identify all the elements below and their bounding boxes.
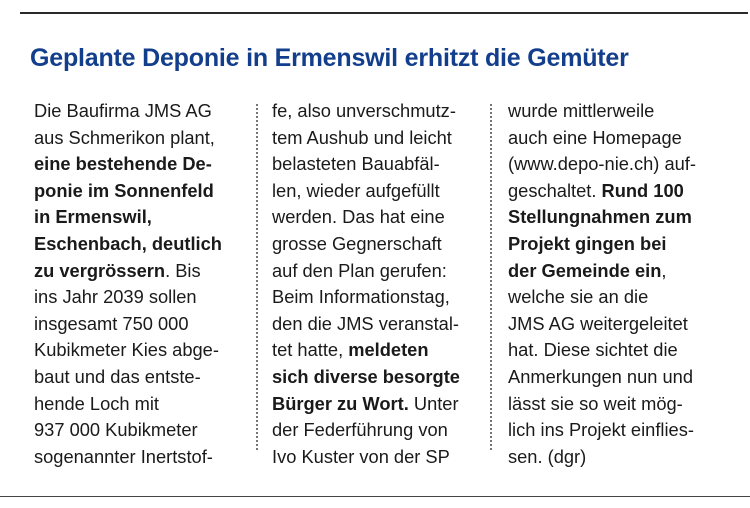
text-line: [272, 444, 460, 471]
text-segment: hende Loch mit: [34, 392, 160, 414]
text-line: [34, 178, 222, 205]
text-line: [34, 417, 222, 444]
text-line: [272, 231, 460, 258]
text-segment: geschaltet.: [508, 179, 602, 201]
bold-text: der Gemeinde ein: [508, 259, 662, 281]
text-segment: 937 000 Kubikmeter: [34, 419, 198, 441]
text-line: [272, 337, 460, 364]
text-column-2: [272, 98, 460, 470]
text-segment: auf den Plan gerufen:: [272, 259, 447, 281]
text-line: [34, 151, 222, 178]
bold-text: Bürger zu Wort.: [272, 392, 409, 414]
bold-text: Rund 100: [601, 179, 684, 201]
bold-text: in Ermenswil,: [34, 206, 152, 228]
headline: Geplante Deponie in Ermenswil erhitzt die Gemüter: [30, 44, 629, 72]
text-segment: (www.depo-nie.ch) auf-: [508, 153, 696, 175]
text-line: [508, 417, 696, 444]
text-segment: fe, also unverschmutz-: [272, 100, 456, 121]
text-line: [34, 311, 222, 338]
text-line: [272, 311, 460, 338]
text-line: [508, 151, 696, 178]
text-line: [508, 204, 696, 231]
text-segment: Anmerkungen nun und: [508, 365, 693, 387]
text-line: [34, 258, 222, 285]
text-segment: ,: [661, 259, 667, 281]
bottom-rule: [0, 496, 750, 497]
column-separator-2: [490, 104, 492, 450]
text-line: [34, 337, 222, 364]
text-line: [34, 284, 222, 311]
text-line: [508, 337, 696, 364]
bold-text: meldeten: [348, 339, 429, 361]
text-column-1: [34, 98, 222, 470]
text-segment: sen. (dgr): [508, 445, 587, 467]
text-line: [34, 444, 222, 471]
text-segment: insgesamt 750 000: [34, 312, 189, 334]
text-line: [272, 417, 460, 444]
text-segment: lässt sie so weit mög-: [508, 392, 683, 414]
bold-text: Projekt gingen bei: [508, 232, 667, 254]
bold-text: Eschenbach, deutlich: [34, 232, 222, 254]
text-line: [34, 391, 222, 418]
text-segment: Beim Informationstag,: [272, 286, 450, 308]
top-rule: [20, 12, 748, 14]
text-line: [272, 178, 460, 205]
text-line: [34, 231, 222, 258]
text-line: [34, 98, 222, 125]
text-line: [272, 204, 460, 231]
text-segment: Kubikmeter Kies abge-: [34, 339, 219, 361]
text-line: [508, 444, 696, 471]
text-line: [508, 231, 696, 258]
text-line: [508, 311, 696, 338]
text-segment: Ivo Kuster von der SP: [272, 445, 450, 467]
text-segment: baut und das entste-: [34, 365, 201, 387]
text-line: [508, 284, 696, 311]
text-segment: welche sie an die: [508, 286, 649, 308]
text-line: [272, 98, 460, 125]
text-line: [508, 125, 696, 152]
text-line: [508, 178, 696, 205]
text-line: [508, 98, 696, 125]
column-separator-1: [256, 104, 258, 450]
text-segment: Unter: [408, 392, 459, 414]
text-segment: hat. Diese sichtet die: [508, 339, 678, 361]
text-segment: grosse Gegnerschaft: [272, 232, 442, 254]
text-segment: aus Schmerikon plant,: [34, 126, 215, 148]
text-segment: . Bis: [165, 259, 201, 281]
text-line: [272, 125, 460, 152]
text-segment: ins Jahr 2039 sollen: [34, 286, 197, 308]
text-segment: den die JMS veranstal-: [272, 312, 459, 334]
bold-text: ponie im Sonnenfeld: [34, 179, 214, 201]
text-segment: Die Baufirma JMS AG: [34, 100, 212, 121]
text-segment: wurde mittlerweile: [508, 100, 655, 121]
text-line: [272, 258, 460, 285]
text-segment: werden. Das hat eine: [272, 206, 445, 228]
bold-text: sich diverse besorgte: [272, 365, 460, 387]
text-segment: auch eine Homepage: [508, 126, 682, 148]
text-line: [34, 204, 222, 231]
text-line: [508, 391, 696, 418]
text-column-3: [508, 98, 696, 470]
text-segment: sogenannter Inertstof-: [34, 445, 213, 467]
text-line: [272, 284, 460, 311]
text-segment: lich ins Projekt einflies-: [508, 419, 694, 441]
text-line: [508, 364, 696, 391]
text-segment: der Federführung von: [272, 419, 448, 441]
text-segment: JMS AG weitergeleitet: [508, 312, 688, 334]
bold-text: zu vergrössern: [34, 259, 166, 281]
text-line: [272, 364, 460, 391]
text-segment: len, wieder aufgefüllt: [272, 179, 440, 201]
text-line: [272, 151, 460, 178]
text-segment: belasteten Bauabfäl-: [272, 153, 440, 175]
text-line: [34, 364, 222, 391]
bold-text: eine bestehende De-: [34, 153, 212, 175]
bold-text: Stellungnahmen zum: [508, 206, 692, 228]
text-line: [34, 125, 222, 152]
text-segment: tem Aushub und leicht: [272, 126, 452, 148]
text-line: [272, 391, 460, 418]
text-line: [508, 258, 696, 285]
text-segment: tet hatte,: [272, 339, 349, 361]
